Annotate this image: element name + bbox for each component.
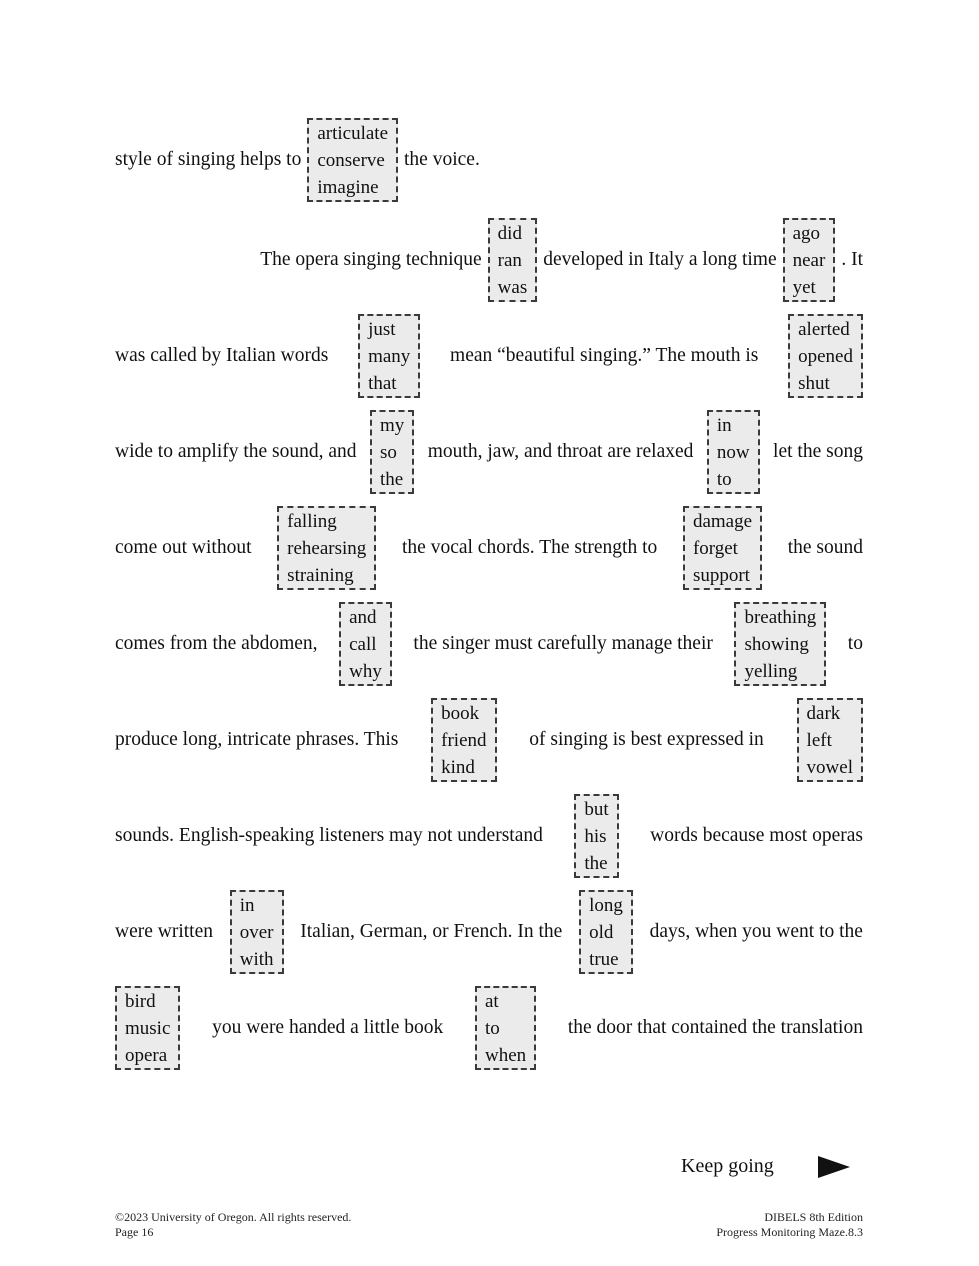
play-arrow-icon[interactable] <box>818 1156 850 1178</box>
maze-choice-box[interactable] <box>307 118 398 202</box>
maze-option[interactable]: near <box>792 249 826 271</box>
maze-option[interactable]: old <box>589 921 614 943</box>
maze-option[interactable]: breathing <box>744 606 817 628</box>
passage-text: wide to amplify the sound, and <box>115 441 357 462</box>
maze-option[interactable]: alerted <box>798 318 850 340</box>
passage-line <box>115 115 863 205</box>
passage-text: Italian, German, or French. In the <box>300 921 563 942</box>
passage-line <box>115 407 863 497</box>
maze-choice-box[interactable] <box>230 890 284 974</box>
passage-line <box>115 599 863 689</box>
passage-text: developed in Italy a long time <box>543 249 777 270</box>
passage-line <box>115 311 863 401</box>
maze-option[interactable]: just <box>368 318 396 340</box>
maze-choice-box[interactable] <box>783 218 836 302</box>
maze-option[interactable]: bird <box>125 990 156 1012</box>
maze-option[interactable]: true <box>589 948 619 970</box>
maze-option[interactable]: many <box>368 345 411 367</box>
maze-option[interactable]: support <box>692 564 750 586</box>
passage-text: let the song <box>773 441 863 462</box>
maze-option[interactable]: music <box>125 1017 171 1039</box>
maze-choice-box[interactable] <box>488 218 538 302</box>
passage-text: the voice. <box>404 149 480 170</box>
maze-option[interactable]: and <box>349 606 377 628</box>
passage-text: of singing is best expressed in <box>529 729 764 750</box>
maze-option[interactable]: damage <box>692 510 753 532</box>
maze-option[interactable]: vowel <box>806 756 853 778</box>
maze-option[interactable]: to <box>716 468 732 490</box>
maze-option[interactable]: in <box>239 894 255 916</box>
maze-option[interactable]: at <box>485 990 499 1012</box>
maze-choice-box[interactable] <box>797 698 863 782</box>
maze-choice-box[interactable] <box>370 410 414 494</box>
maze-option[interactable]: shut <box>798 372 830 394</box>
maze-option[interactable]: yelling <box>744 660 798 682</box>
passage-line <box>115 791 863 881</box>
maze-option[interactable]: kind <box>441 756 475 778</box>
passage-text: the sound <box>787 537 863 558</box>
maze-option[interactable]: articulate <box>317 122 389 144</box>
edition-text: DIBELS 8th Edition <box>764 1210 863 1224</box>
maze-option[interactable]: friend <box>441 729 487 751</box>
maze-option[interactable]: opened <box>798 345 853 367</box>
maze-option[interactable]: why <box>349 660 382 682</box>
maze-option[interactable]: ran <box>497 249 522 271</box>
maze-choice-box[interactable] <box>734 602 826 686</box>
keep-going[interactable] <box>681 1155 850 1178</box>
passage-line <box>115 695 863 785</box>
passage-line <box>115 983 863 1073</box>
passage-text: come out without <box>115 537 252 558</box>
maze-option[interactable]: in <box>716 414 732 436</box>
passage-text: the door that contained the translation <box>567 1017 863 1038</box>
maze-choice-box[interactable] <box>277 506 376 590</box>
maze-option[interactable]: over <box>239 921 274 943</box>
passage-line <box>115 215 863 305</box>
passage-text: was called by Italian words <box>115 345 329 366</box>
maze-option[interactable]: showing <box>744 633 809 655</box>
maze-option[interactable]: dark <box>806 702 841 724</box>
maze-option[interactable]: now <box>716 441 750 463</box>
maze-option[interactable]: rehearsing <box>287 537 367 559</box>
passage-text: words because most operas <box>650 825 863 846</box>
maze-choice-box[interactable] <box>574 794 618 878</box>
passage-text: mean “beautiful singing.” The mouth is <box>450 345 759 366</box>
maze-option[interactable]: call <box>349 633 377 655</box>
maze-choice-box[interactable] <box>431 698 496 782</box>
maze-option[interactable]: but <box>584 798 609 820</box>
passage-text: produce long, intricate phrases. This <box>115 729 399 750</box>
maze-option[interactable]: my <box>380 414 405 436</box>
maze-option[interactable]: ago <box>792 222 821 244</box>
maze-option[interactable]: forget <box>692 537 738 559</box>
form-id: Progress Monitoring Maze.8.3 <box>716 1225 863 1239</box>
passage-text: style of singing helps to <box>115 149 302 170</box>
maze-option[interactable]: that <box>368 372 397 394</box>
maze-option[interactable]: book <box>441 702 480 724</box>
passage-text: to <box>847 633 863 654</box>
maze-option[interactable]: to <box>485 1017 500 1039</box>
passage-text: the singer must carefully manage their <box>413 633 713 654</box>
maze-option[interactable]: the <box>380 468 404 490</box>
maze-option[interactable]: did <box>497 222 522 244</box>
footer-left <box>115 1210 351 1240</box>
passage-text: the vocal chords. The strength to <box>402 537 658 558</box>
maze-option[interactable]: falling <box>287 510 337 532</box>
passage-text: . It <box>841 249 863 270</box>
maze-choice-box[interactable] <box>358 314 420 398</box>
copyright-text: ©2023 University of Oregon. All rights reserved. <box>115 1210 352 1224</box>
maze-option[interactable]: imagine <box>317 176 379 198</box>
passage-text: mouth, jaw, and throat are relaxed <box>427 441 694 462</box>
maze-option[interactable]: long <box>589 894 623 916</box>
passage-text: days, when you went to the <box>649 921 863 942</box>
page-number: Page 16 <box>115 1225 154 1239</box>
maze-option[interactable]: when <box>485 1044 527 1066</box>
maze-option[interactable]: conserve <box>317 149 385 171</box>
maze-choice-box[interactable] <box>788 314 863 398</box>
maze-choice-box[interactable] <box>115 986 180 1070</box>
passage-text: sounds. English-speaking listeners may not understand <box>115 825 543 846</box>
maze-option[interactable]: the <box>584 852 608 874</box>
footer-right <box>716 1210 863 1240</box>
keep-going-label: Keep going <box>681 1155 774 1177</box>
maze-choice-box[interactable] <box>707 410 760 494</box>
maze-choice-box[interactable] <box>579 890 633 974</box>
maze-option[interactable]: so <box>380 441 397 463</box>
passage-text: The opera singing technique <box>260 249 482 270</box>
passage-text: comes from the abdomen, <box>115 633 318 654</box>
maze-option[interactable]: his <box>584 825 607 847</box>
maze-option[interactable]: was <box>497 276 528 298</box>
passage-text: you were handed a little book <box>212 1017 444 1038</box>
maze-choice-box[interactable] <box>339 602 392 686</box>
passage-text: were written <box>115 921 213 942</box>
maze-choice-box[interactable] <box>475 986 536 1070</box>
maze-option[interactable]: yet <box>792 276 816 298</box>
passage-line <box>115 887 863 977</box>
passage-line <box>115 503 863 593</box>
maze-option[interactable]: opera <box>125 1044 168 1066</box>
maze-option[interactable]: left <box>806 729 832 751</box>
maze-choice-box[interactable] <box>683 506 762 590</box>
maze-option[interactable]: straining <box>287 564 354 586</box>
maze-option[interactable]: with <box>239 948 274 970</box>
